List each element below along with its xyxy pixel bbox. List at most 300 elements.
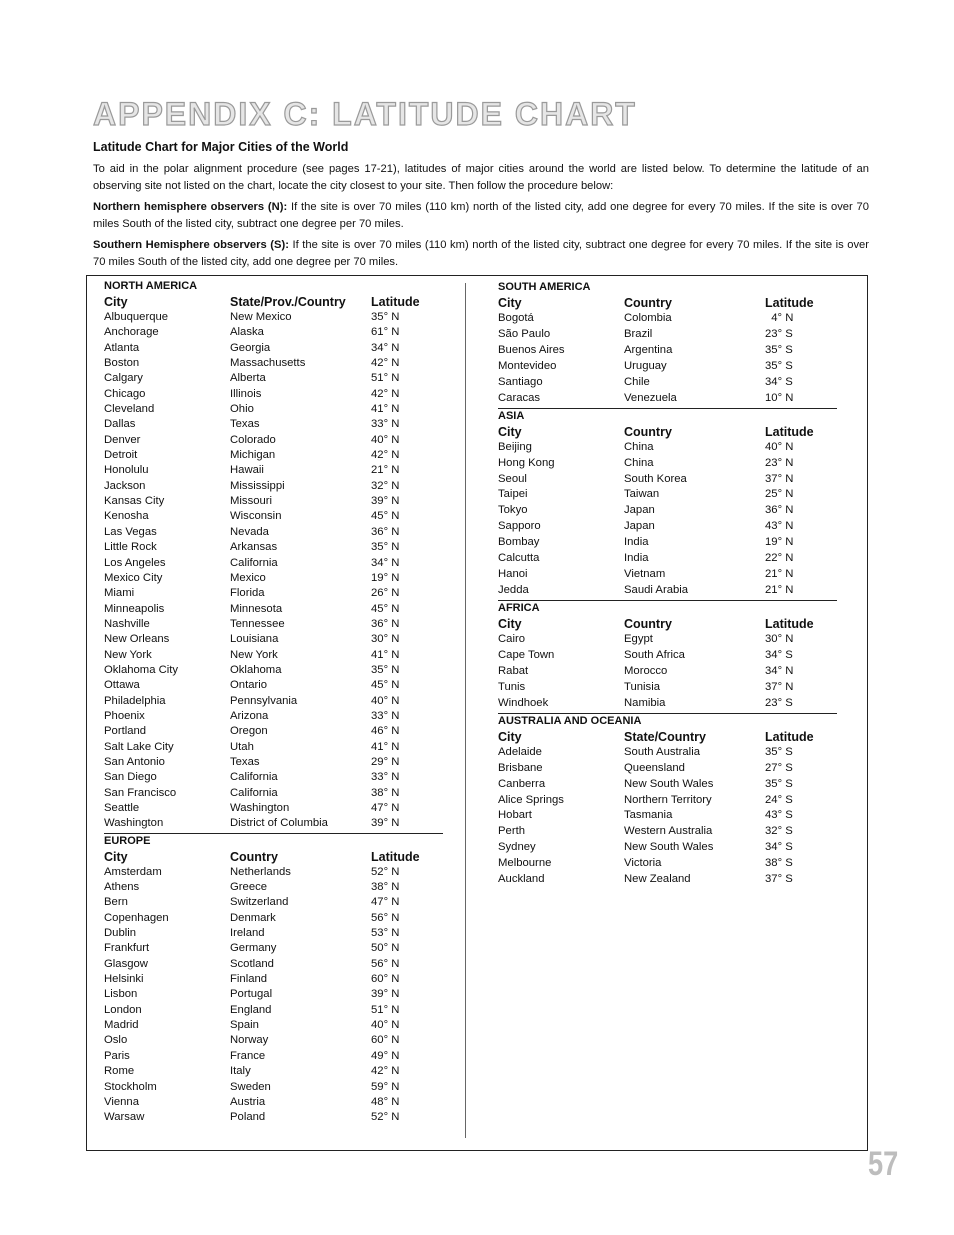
city-cell: Cairo: [498, 633, 525, 645]
table-row: [104, 463, 443, 478]
table-row: [498, 551, 837, 567]
latitude-cell: 34° S: [765, 648, 793, 661]
table-row: [104, 1110, 443, 1125]
latitude-cell: 37° N: [765, 472, 794, 485]
table-row: [104, 1018, 443, 1033]
region-cell: India: [624, 552, 649, 565]
table-row: [104, 479, 443, 494]
table-row: [498, 777, 837, 793]
city-cell: Miami: [104, 587, 135, 600]
region-cell: Austria: [230, 1095, 266, 1108]
table-row: [104, 724, 443, 739]
city-cell: Adelaide: [498, 745, 542, 758]
latitude-cell: 47° N: [371, 802, 400, 814]
latitude-cell: 35° N: [371, 541, 400, 554]
city-cell: San Antonio: [104, 755, 165, 768]
city-cell: Honolulu: [104, 464, 149, 477]
city-cell: Hanoi: [498, 568, 528, 581]
city-cell: Little Rock: [104, 541, 157, 554]
latitude-cell: 38° N: [371, 786, 400, 799]
table-header: [498, 424, 837, 440]
intro-paragraph: To aid in the polar alignment procedure (see pages 17-21), latitudes of major cities around the world are listed below. To determine the latitude of an observing site not listed on the chart, locate the city closest to your site. Then follow the procedure below:: [93, 163, 869, 192]
latitude-cell: 51° N: [371, 372, 400, 385]
table-row: [498, 519, 837, 535]
latitude-cell: 26° N: [371, 587, 400, 600]
city-cell: New Orleans: [104, 633, 170, 646]
table-row: [104, 540, 443, 555]
city-cell: Vienna: [104, 1095, 139, 1108]
south-text: If the site is over 70 miles (110 km) north of the listed city, subtract one degree for every 70 miles. If the site is over 70 miles South of the listed city, add one degree per 70 miles.: [93, 239, 870, 268]
city-cell: Brisbane: [498, 761, 543, 774]
table-row: [104, 755, 443, 770]
city-cell: Frankfurt: [104, 942, 150, 955]
latitude-cell: 33° N: [371, 771, 400, 784]
city-cell: Chicago: [104, 387, 146, 400]
table-header: [498, 729, 837, 745]
region-cell: Oklahoma: [230, 663, 282, 676]
city-cell: Buenos Aires: [498, 343, 565, 356]
header-latitude: Latitude: [371, 295, 420, 309]
region-cell: Oregon: [230, 725, 268, 738]
region-title-north-america: NORTH AMERICA: [104, 280, 198, 292]
table-row: [104, 786, 443, 801]
city-cell: Anchorage: [104, 326, 159, 339]
city-cell: London: [104, 1003, 142, 1016]
south-label: Southern Hemisphere observers (S):: [93, 239, 289, 251]
region-cell: Alberta: [230, 372, 266, 385]
left-column: [104, 279, 443, 1126]
table-row: [498, 793, 837, 809]
latitude-cell: 39° N: [371, 495, 400, 508]
table-row: [498, 632, 837, 648]
latitude-cell: 52° N: [371, 865, 400, 878]
latitude-cell: 34° S: [765, 375, 793, 388]
city-cell: Athens: [104, 881, 140, 894]
city-cell: Amsterdam: [104, 865, 162, 878]
region-cell: Vietnam: [624, 568, 666, 581]
table-row: [104, 865, 443, 880]
latitude-cell: 40° N: [371, 694, 400, 707]
table-header: [104, 849, 443, 865]
latitude-cell: 42° N: [371, 449, 400, 462]
latitude-cell: 21° N: [765, 584, 794, 597]
region-cell: California: [230, 556, 278, 569]
region-cell: Sweden: [230, 1080, 271, 1093]
table-row: [104, 1003, 443, 1018]
latitude-cell: 30° N: [765, 633, 794, 645]
header-latitude: Latitude: [765, 296, 814, 310]
city-cell: Perth: [498, 825, 526, 838]
region-cell: Egypt: [624, 633, 653, 645]
latitude-cell: 37° S: [765, 873, 793, 886]
city-cell: Caracas: [498, 391, 541, 404]
latitude-cell: 40° N: [765, 440, 794, 453]
region-cell: Portugal: [230, 988, 273, 1001]
city-cell: Rabat: [498, 664, 529, 677]
latitude-cell: 40° N: [371, 433, 400, 446]
region-cell: Minnesota: [230, 602, 283, 615]
latitude-cell: 19° N: [371, 571, 400, 584]
latitude-cell: 34° N: [371, 341, 400, 354]
latitude-cell: 35° S: [765, 359, 793, 372]
table-row: [104, 880, 443, 895]
table-row: [104, 801, 443, 816]
region-cell: California: [230, 786, 278, 799]
city-cell: Kansas City: [104, 495, 165, 508]
city-cell: Kenosha: [104, 510, 149, 523]
latitude-cell: 39° N: [371, 817, 400, 830]
city-cell: Montevideo: [498, 359, 557, 372]
city-cell: Stockholm: [104, 1080, 157, 1093]
latitude-cell: 35° S: [765, 777, 793, 790]
page-number: 57: [868, 1145, 899, 1183]
city-cell: Glasgow: [104, 957, 148, 970]
region-cell: Taiwan: [624, 488, 660, 501]
region-cell: Mississippi: [230, 479, 285, 492]
region-cell: Chile: [624, 375, 650, 388]
column-divider: [465, 283, 466, 1138]
latitude-cell: 4° N: [765, 312, 794, 324]
table-row: [104, 448, 443, 463]
region-cell: Mexico: [230, 571, 266, 584]
region-cell: Uruguay: [624, 359, 667, 372]
city-cell: Nashville: [104, 617, 150, 630]
region-cell: Hawaii: [230, 464, 264, 477]
table-row: [498, 840, 837, 856]
latitude-cell: 36° N: [371, 525, 400, 538]
latitude-cell: 56° N: [371, 957, 400, 970]
region-cell: China: [624, 456, 654, 469]
header-city: City: [498, 296, 522, 310]
region-cell: New Zealand: [624, 873, 691, 886]
region-cell: Texas: [230, 755, 260, 768]
header-region: Country: [624, 617, 672, 631]
latitude-cell: 61° N: [371, 326, 400, 339]
region-cell: South Korea: [624, 472, 687, 485]
header-city: City: [498, 424, 522, 439]
city-cell: Taipei: [498, 488, 528, 501]
region-cell: Saudi Arabia: [624, 584, 689, 597]
table-row: [498, 808, 837, 824]
section-subtitle: Latitude Chart for Major Cities of the World: [93, 140, 349, 154]
latitude-cell: 41° N: [371, 740, 400, 753]
city-cell: Las Vegas: [104, 525, 157, 538]
latitude-cell: 24° S: [765, 793, 793, 806]
latitude-cell: 30° N: [371, 633, 400, 646]
region-cell: Utah: [230, 740, 254, 753]
latitude-cell: 50° N: [371, 942, 400, 955]
region-cell: Venezuela: [624, 391, 677, 404]
latitude-cell: 60° N: [371, 1034, 400, 1047]
table-row: [104, 709, 443, 724]
city-cell: San Francisco: [104, 786, 177, 799]
city-cell: Cape Town: [498, 648, 555, 661]
table-row: [104, 571, 443, 586]
city-cell: Beijing: [498, 440, 532, 453]
region-cell: Spain: [230, 1019, 259, 1032]
table-row: [104, 525, 443, 540]
city-cell: Jedda: [498, 584, 529, 597]
north-label: Northern hemisphere observers (N):: [93, 201, 288, 213]
header-latitude: Latitude: [371, 849, 420, 864]
latitude-cell: 22° N: [765, 552, 794, 565]
table-row: [498, 872, 837, 888]
latitude-cell: 39° N: [371, 988, 400, 1001]
region-cell: Morocco: [624, 664, 668, 677]
region-cell: New York: [230, 648, 278, 661]
table-row: [498, 648, 837, 664]
region-cell: New South Wales: [624, 841, 714, 854]
table-row: [104, 1033, 443, 1048]
latitude-cell: 56° N: [371, 911, 400, 924]
latitude-cell: 35° N: [371, 663, 400, 676]
region-cell: Italy: [230, 1065, 251, 1078]
latitude-cell: 41° N: [371, 648, 400, 661]
city-cell: Seoul: [498, 472, 527, 485]
header-region: State/Country: [624, 729, 706, 744]
table-row: [104, 356, 443, 371]
table-row: [104, 987, 443, 1002]
latitude-cell: 47° N: [371, 896, 400, 909]
region-cell: California: [230, 771, 278, 784]
region-cell: Netherlands: [230, 865, 291, 878]
table-row: [104, 341, 443, 356]
table-row: [498, 535, 837, 551]
region-cell: France: [230, 1049, 266, 1062]
table-row: [498, 856, 837, 872]
region-cell: Denmark: [230, 911, 276, 924]
city-cell: Denver: [104, 433, 141, 446]
region-cell: Colorado: [230, 433, 276, 446]
city-cell: Atlanta: [104, 341, 140, 354]
city-cell: Seattle: [104, 802, 140, 814]
latitude-cell: 21° N: [765, 568, 794, 581]
region-title-asia: ASIA: [498, 409, 525, 422]
city-cell: Mexico City: [104, 571, 163, 584]
table-row: [104, 911, 443, 926]
region-cell: India: [624, 536, 649, 549]
region-cell: Brazil: [624, 327, 653, 340]
table-row: [104, 509, 443, 524]
latitude-cell: 33° N: [371, 709, 400, 722]
table-row: [104, 941, 443, 956]
latitude-cell: 34° N: [371, 556, 400, 569]
region-cell: Texas: [230, 418, 260, 431]
latitude-cell: 60° N: [371, 973, 400, 986]
region-cell: Finland: [230, 973, 268, 986]
region-cell: New Mexico: [230, 311, 292, 323]
header-latitude: Latitude: [765, 617, 814, 631]
latitude-cell: 42° N: [371, 387, 400, 400]
table-row: [104, 632, 443, 647]
table-row: [104, 433, 443, 448]
table-row: [498, 359, 837, 375]
city-cell: Rome: [104, 1065, 135, 1078]
region-cell: Arkansas: [230, 541, 278, 554]
table-row: [498, 327, 837, 343]
city-cell: Warsaw: [104, 1111, 145, 1124]
city-cell: Ottawa: [104, 679, 140, 692]
table-row: [104, 494, 443, 509]
region-cell: Louisiana: [230, 633, 279, 646]
city-cell: Los Angeles: [104, 556, 166, 569]
header-city: City: [104, 295, 128, 309]
region-cell: New South Wales: [624, 777, 714, 790]
table-row: [498, 680, 837, 696]
city-cell: Jackson: [104, 479, 146, 492]
region-cell: Arizona: [230, 709, 269, 722]
city-cell: Albuquerque: [104, 311, 169, 323]
region-cell: Massachusetts: [230, 357, 306, 370]
region-cell: Western Australia: [624, 825, 713, 838]
latitude-cell: 42° N: [371, 1065, 400, 1078]
city-cell: Auckland: [498, 873, 545, 886]
city-cell: Portland: [104, 725, 147, 738]
latitude-cell: 23° N: [765, 456, 794, 469]
city-cell: Bogotá: [498, 312, 534, 324]
region-cell: Greece: [230, 881, 268, 894]
table-row: [498, 343, 837, 359]
header-region: Country: [230, 849, 278, 864]
table-row: [104, 617, 443, 632]
latitude-cell: 32° N: [371, 479, 400, 492]
table-header: [498, 616, 837, 632]
table-header: [498, 295, 837, 311]
region-cell: Ontario: [230, 679, 268, 692]
table-row: [498, 487, 837, 503]
region-title-europe: EUROPE: [104, 834, 151, 847]
region-cell: Florida: [230, 587, 265, 600]
region-cell: Colombia: [624, 312, 672, 324]
latitude-cell: 35° S: [765, 745, 793, 758]
latitude-cell: 38° S: [765, 857, 793, 870]
region-cell: Ireland: [230, 927, 265, 940]
latitude-cell: 23° S: [765, 696, 793, 709]
table-row: [104, 678, 443, 693]
latitude-cell: 33° N: [371, 418, 400, 431]
city-cell: Copenhagen: [104, 911, 169, 924]
table-row: [498, 391, 837, 407]
region-title-africa: AFRICA: [498, 602, 540, 614]
table-row: [104, 663, 443, 678]
table-row: [104, 1049, 443, 1064]
latitude-cell: 53° N: [371, 927, 400, 940]
region-cell: England: [230, 1003, 272, 1016]
table-row: [498, 311, 837, 327]
latitude-cell: 10° N: [765, 391, 794, 404]
table-row: [104, 770, 443, 785]
city-cell: Sydney: [498, 841, 536, 854]
region-cell: Germany: [230, 942, 277, 955]
latitude-cell: 46° N: [371, 725, 400, 738]
region-cell: South Australia: [624, 745, 700, 758]
latitude-cell: 45° N: [371, 602, 400, 615]
region-cell: South Africa: [624, 648, 685, 661]
city-cell: Bern: [104, 896, 128, 909]
latitude-cell: 41° N: [371, 403, 400, 416]
latitude-cell: 19° N: [765, 536, 794, 549]
city-cell: Calcutta: [498, 552, 540, 565]
city-cell: Windhoek: [498, 696, 549, 709]
latitude-cell: 45° N: [371, 679, 400, 692]
city-cell: Madrid: [104, 1019, 139, 1032]
region-cell: Northern Territory: [624, 793, 712, 806]
latitude-cell: 27° S: [765, 761, 793, 774]
table-row: [104, 816, 443, 831]
table-row: [104, 387, 443, 402]
region-cell: Queensland: [624, 761, 685, 774]
table-row: [104, 926, 443, 941]
latitude-cell: 59° N: [371, 1080, 400, 1093]
right-column: [498, 280, 837, 888]
north-paragraph: [93, 199, 869, 233]
table-row: [498, 375, 837, 391]
city-cell: Alice Springs: [498, 793, 564, 806]
city-cell: Calgary: [104, 372, 143, 385]
header-latitude: Latitude: [765, 424, 814, 439]
region-cell: Tasmania: [624, 809, 673, 822]
city-cell: Melbourne: [498, 857, 552, 870]
latitude-cell: 40° N: [371, 1019, 400, 1032]
latitude-cell: 45° N: [371, 510, 400, 523]
region-cell: Georgia: [230, 341, 271, 354]
header-region: State/Prov./Country: [230, 295, 346, 309]
city-cell: São Paulo: [498, 327, 551, 340]
region-cell: China: [624, 440, 654, 453]
region-cell: Alaska: [230, 326, 264, 339]
header-city: City: [498, 617, 522, 631]
table-row: [104, 371, 443, 386]
table-row: [498, 503, 837, 519]
latitude-cell: 29° N: [371, 755, 400, 768]
header-city: City: [104, 849, 128, 864]
city-cell: New York: [104, 648, 152, 661]
table-row: [104, 556, 443, 571]
table-row: [104, 648, 443, 663]
city-cell: Cleveland: [104, 403, 155, 416]
city-cell: Washington: [104, 817, 164, 830]
table-row: [498, 472, 837, 488]
city-cell: Philadelphia: [104, 694, 166, 707]
region-cell: Tennessee: [230, 617, 285, 630]
region-cell: Pennsylvania: [230, 694, 298, 707]
region-cell: Michigan: [230, 449, 276, 462]
latitude-cell: 34° N: [765, 664, 794, 677]
latitude-cell: 49° N: [371, 1049, 400, 1062]
table-row: [104, 694, 443, 709]
city-cell: Phoenix: [104, 709, 145, 722]
region-cell: Switzerland: [230, 896, 289, 909]
city-cell: Bombay: [498, 536, 540, 549]
region-cell: Illinois: [230, 387, 262, 400]
south-paragraph: [93, 237, 869, 271]
table-row: [498, 664, 837, 680]
latitude-cell: 25° N: [765, 488, 794, 501]
header-region: Country: [624, 424, 672, 439]
city-cell: Oklahoma City: [104, 663, 179, 676]
latitude-cell: 36° N: [371, 617, 400, 630]
region-cell: Tunisia: [624, 680, 660, 693]
table-row: [104, 325, 443, 340]
header-latitude: Latitude: [765, 729, 814, 744]
city-cell: Hong Kong: [498, 456, 555, 469]
region-cell: District of Columbia: [230, 817, 328, 830]
table-row: [104, 417, 443, 432]
region-cell: Norway: [230, 1034, 269, 1047]
table-row: [104, 972, 443, 987]
region-cell: Wisconsin: [230, 510, 282, 523]
region-cell: Namibia: [624, 696, 666, 709]
